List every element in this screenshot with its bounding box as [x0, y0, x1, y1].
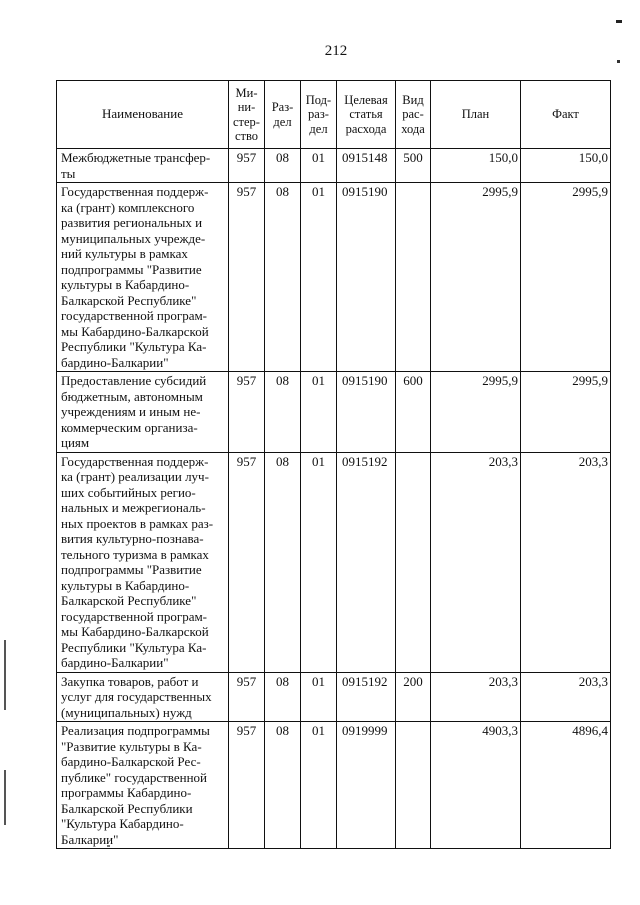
scan-mark [617, 60, 620, 63]
row-subsection: 01 [301, 452, 337, 672]
row-fact: 203,3 [521, 672, 611, 722]
row-section: 08 [265, 149, 301, 183]
header-target: Целевая статья расхода [337, 81, 396, 149]
row-name: Межбюджетные трансфер- ты [57, 149, 229, 183]
budget-table [56, 80, 611, 849]
row-plan: 203,3 [431, 672, 521, 722]
row-expense-type: 500 [396, 149, 431, 183]
header-section: Раз- дел [265, 81, 301, 149]
row-fact: 150,0 [521, 149, 611, 183]
row-expense-type: 200 [396, 672, 431, 722]
table-row [57, 672, 611, 722]
header-plan: План [431, 81, 521, 149]
row-ministry: 957 [229, 183, 265, 372]
header-expense-type: Вид рас- хода [396, 81, 431, 149]
header-subsection: Под- раз- дел [301, 81, 337, 149]
row-ministry: 957 [229, 672, 265, 722]
row-plan: 150,0 [431, 149, 521, 183]
row-section: 08 [265, 672, 301, 722]
row-target: 0919999 [337, 722, 396, 849]
row-section: 08 [265, 452, 301, 672]
row-plan: 203,3 [431, 452, 521, 672]
scan-mark [616, 20, 622, 23]
row-subsection: 01 [301, 372, 337, 453]
row-expense-type [396, 452, 431, 672]
row-plan: 2995,9 [431, 183, 521, 372]
row-name: Предоставление субсидий бюджетным, автономным учреждениям и иным не- коммерческим организа- циям [57, 372, 229, 453]
row-subsection: 01 [301, 183, 337, 372]
row-target: 0915192 [337, 452, 396, 672]
row-ministry: 957 [229, 452, 265, 672]
scan-mark [4, 770, 6, 825]
row-name: Государственная поддерж- ка (грант) реализации луч- ших событийных регио- нальных и межрегиональ- ных проектов в рамках раз- вития культурно-познава- тельного туризма в рамках подпрограммы "Развитие культуры в Кабардино- Балкарской Республике" государственной програм- мы Кабардино-Балкарской Республики "Культура Ка- бардино-Балкарии" [57, 452, 229, 672]
table-row [57, 722, 611, 849]
row-subsection: 01 [301, 149, 337, 183]
row-ministry: 957 [229, 372, 265, 453]
row-fact: 2995,9 [521, 183, 611, 372]
row-name: Государственная поддерж- ка (грант) комплексного развития региональных и муниципальных учрежде- ний культуры в рамках подпрограммы "Развитие культуры в Кабардино- Балкарской Республике" государственной програм- мы Кабардино-Балкарской Республики "Культура Ка- бардино-Балкарии" [57, 183, 229, 372]
table-row [57, 452, 611, 672]
row-target: 0915148 [337, 149, 396, 183]
row-ministry: 957 [229, 149, 265, 183]
row-ministry: 957 [229, 722, 265, 849]
table-row [57, 149, 611, 183]
row-expense-type: 600 [396, 372, 431, 453]
row-section: 08 [265, 722, 301, 849]
row-subsection: 01 [301, 722, 337, 849]
header-name: Наименование [57, 81, 229, 149]
row-name: Закупка товаров, работ и услуг для государственных (муниципальных) нужд [57, 672, 229, 722]
row-target: 0915192 [337, 672, 396, 722]
row-fact: 4896,4 [521, 722, 611, 849]
row-section: 08 [265, 372, 301, 453]
row-fact: 2995,9 [521, 372, 611, 453]
table-header-row [57, 81, 611, 149]
row-expense-type [396, 722, 431, 849]
row-plan: 4903,3 [431, 722, 521, 849]
scan-mark [4, 640, 6, 710]
table-row [57, 372, 611, 453]
row-name: Реализация подпрограммы "Развитие культуры в Ка- бардино-Балкарской Рес- публике" государственной программы Кабардино- Балкарской Республики "Культура Кабардино- Балкарии" [57, 722, 229, 849]
header-fact: Факт [521, 81, 611, 149]
row-fact: 203,3 [521, 452, 611, 672]
row-subsection: 01 [301, 672, 337, 722]
row-target: 0915190 [337, 372, 396, 453]
page-number: 212 [324, 43, 348, 59]
row-plan: 2995,9 [431, 372, 521, 453]
table-row [57, 183, 611, 372]
header-ministry: Ми- ни- стер- ство [229, 81, 265, 149]
row-target: 0915190 [337, 183, 396, 372]
row-section: 08 [265, 183, 301, 372]
row-expense-type [396, 183, 431, 372]
